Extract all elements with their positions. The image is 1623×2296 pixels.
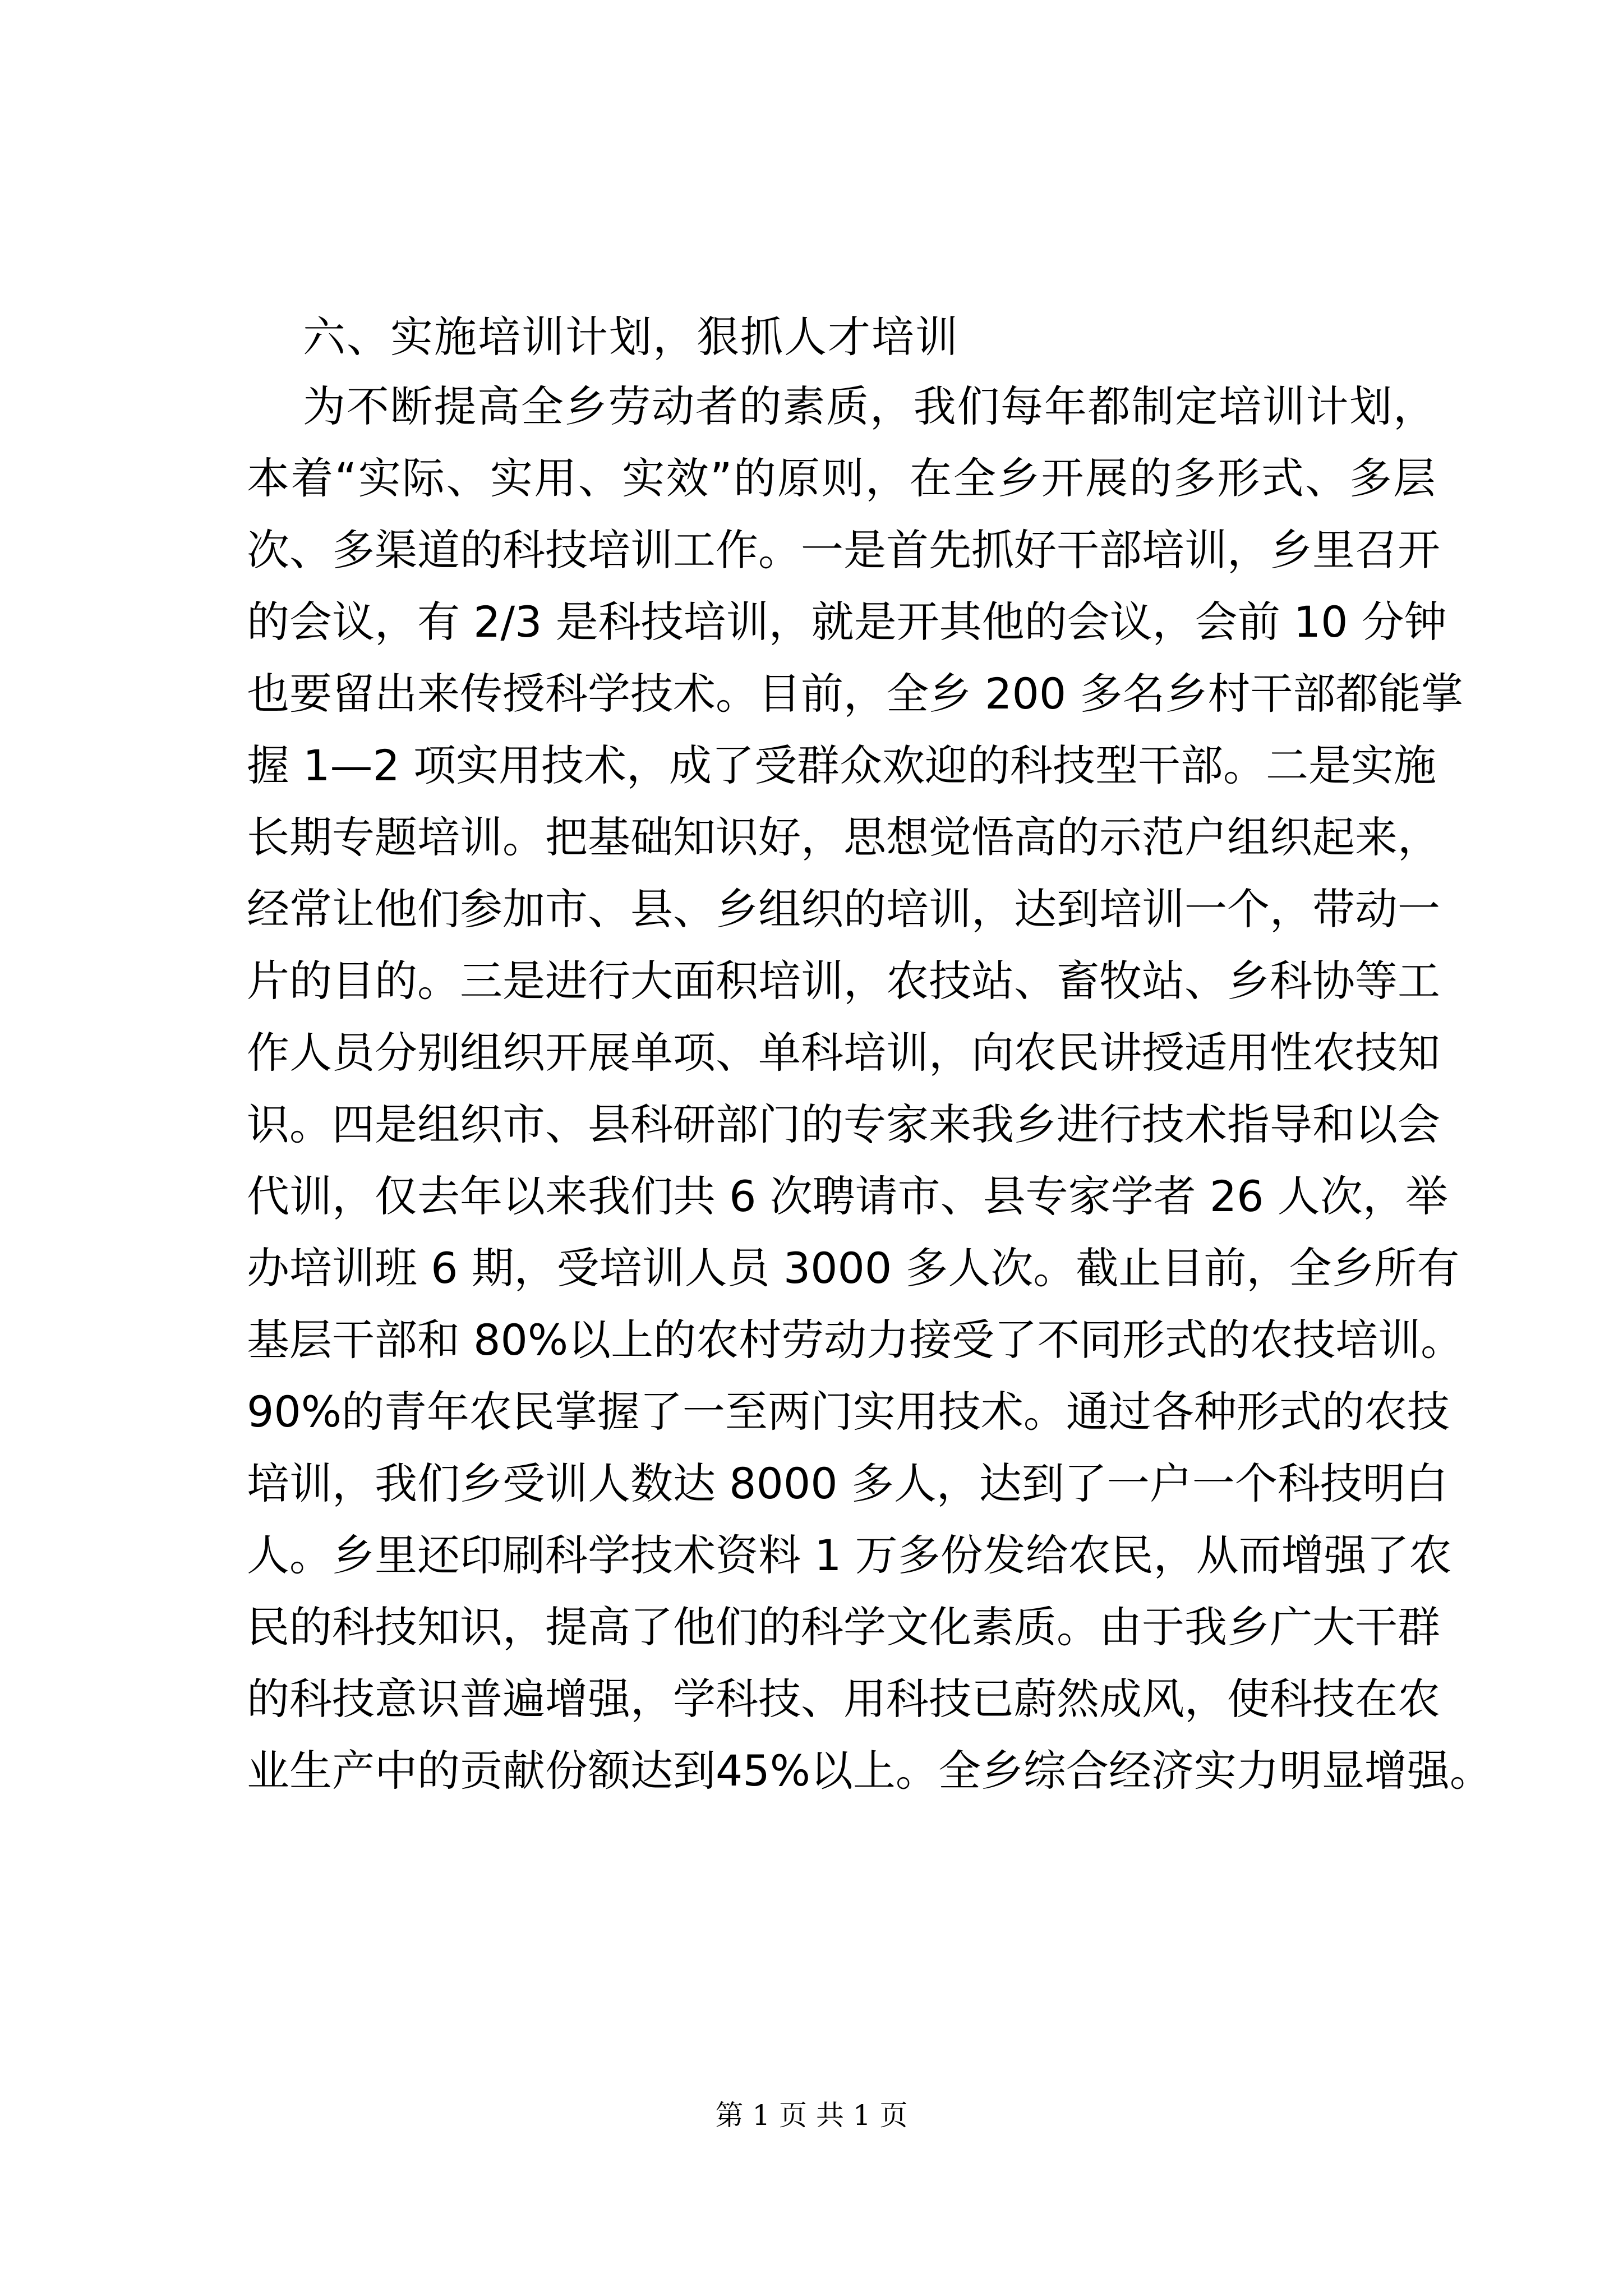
paragraph-line: 经常让他们参加市、县、乡组织的培训，达到培训一个，带动一 [247,884,1440,934]
paragraph-line: 长期专题培训。把基础知识好，思想觉悟高的示范户组织起来， [247,812,1440,862]
paragraph-line: 的会议，有 2/3 是科技培训，就是开其他的会议，会前 10 分钟 [247,597,1447,647]
paragraph-line: 人。乡里还印刷科学技术资料 1 万多份发给农民，从而增强了农 [247,1530,1452,1580]
paragraph-line: 90%的青年农民掌握了一至两门实用技术。通过各种形式的农技 [247,1387,1450,1437]
paragraph-line: 次、多渠道的科技培训工作。一是首先抓好干部培训，乡里召开 [247,525,1440,575]
paragraph-line: 识。四是组织市、县科研部门的专家来我乡进行技术指导和以会 [247,1099,1440,1149]
paragraph-line: 本着“实际、实用、实效”的原则，在全乡开展的多形式、多层 [247,453,1436,503]
paragraph-line: 的科技意识普遍增强，学科技、用科技已蔚然成风，使科技在农 [247,1674,1440,1724]
paragraph-line: 代训，仅去年以来我们共 6 次聘请市、县专家学者 26 人次，举 [247,1171,1448,1221]
paragraph-line: 业生产中的贡献份额达到45%以上。全乡综合经济实力明显增强。 [247,1746,1492,1796]
paragraph-line: 也要留出来传授科学技术。目前，全乡 200 多名乡村干部都能掌 [247,669,1464,719]
paragraph-line: 基层干部和 80%以上的农村劳动力接受了不同形式的农技培训。 [247,1315,1464,1365]
section-heading: 六、实施培训计划，狠抓人才培训 [303,312,959,362]
paragraph-line: 为不断提高全乡劳动者的素质，我们每年都制定培训计划， [303,381,1436,431]
paragraph-line: 民的科技知识，提高了他们的科学文化素质。由于我乡广大干群 [247,1602,1440,1652]
page-number-footer: 第 1 页 共 1 页 [715,2099,908,2132]
paragraph-line: 握 1—2 项实用技术，成了受群众欢迎的科技型干部。二是实施 [247,740,1437,790]
paragraph-line: 培训，我们乡受训人数达 8000 多人，达到了一户一个科技明白 [247,1458,1448,1508]
paragraph-line: 办培训班 6 期，受培训人员 3000 多人次。截止目前，全乡所有 [247,1243,1460,1293]
paragraph-line: 作人员分别组织开展单项、单科培训，向农民讲授适用性农技知 [247,1028,1440,1078]
paragraph-line: 片的目的。三是进行大面积培训，农技站、畜牧站、乡科协等工 [247,956,1440,1006]
